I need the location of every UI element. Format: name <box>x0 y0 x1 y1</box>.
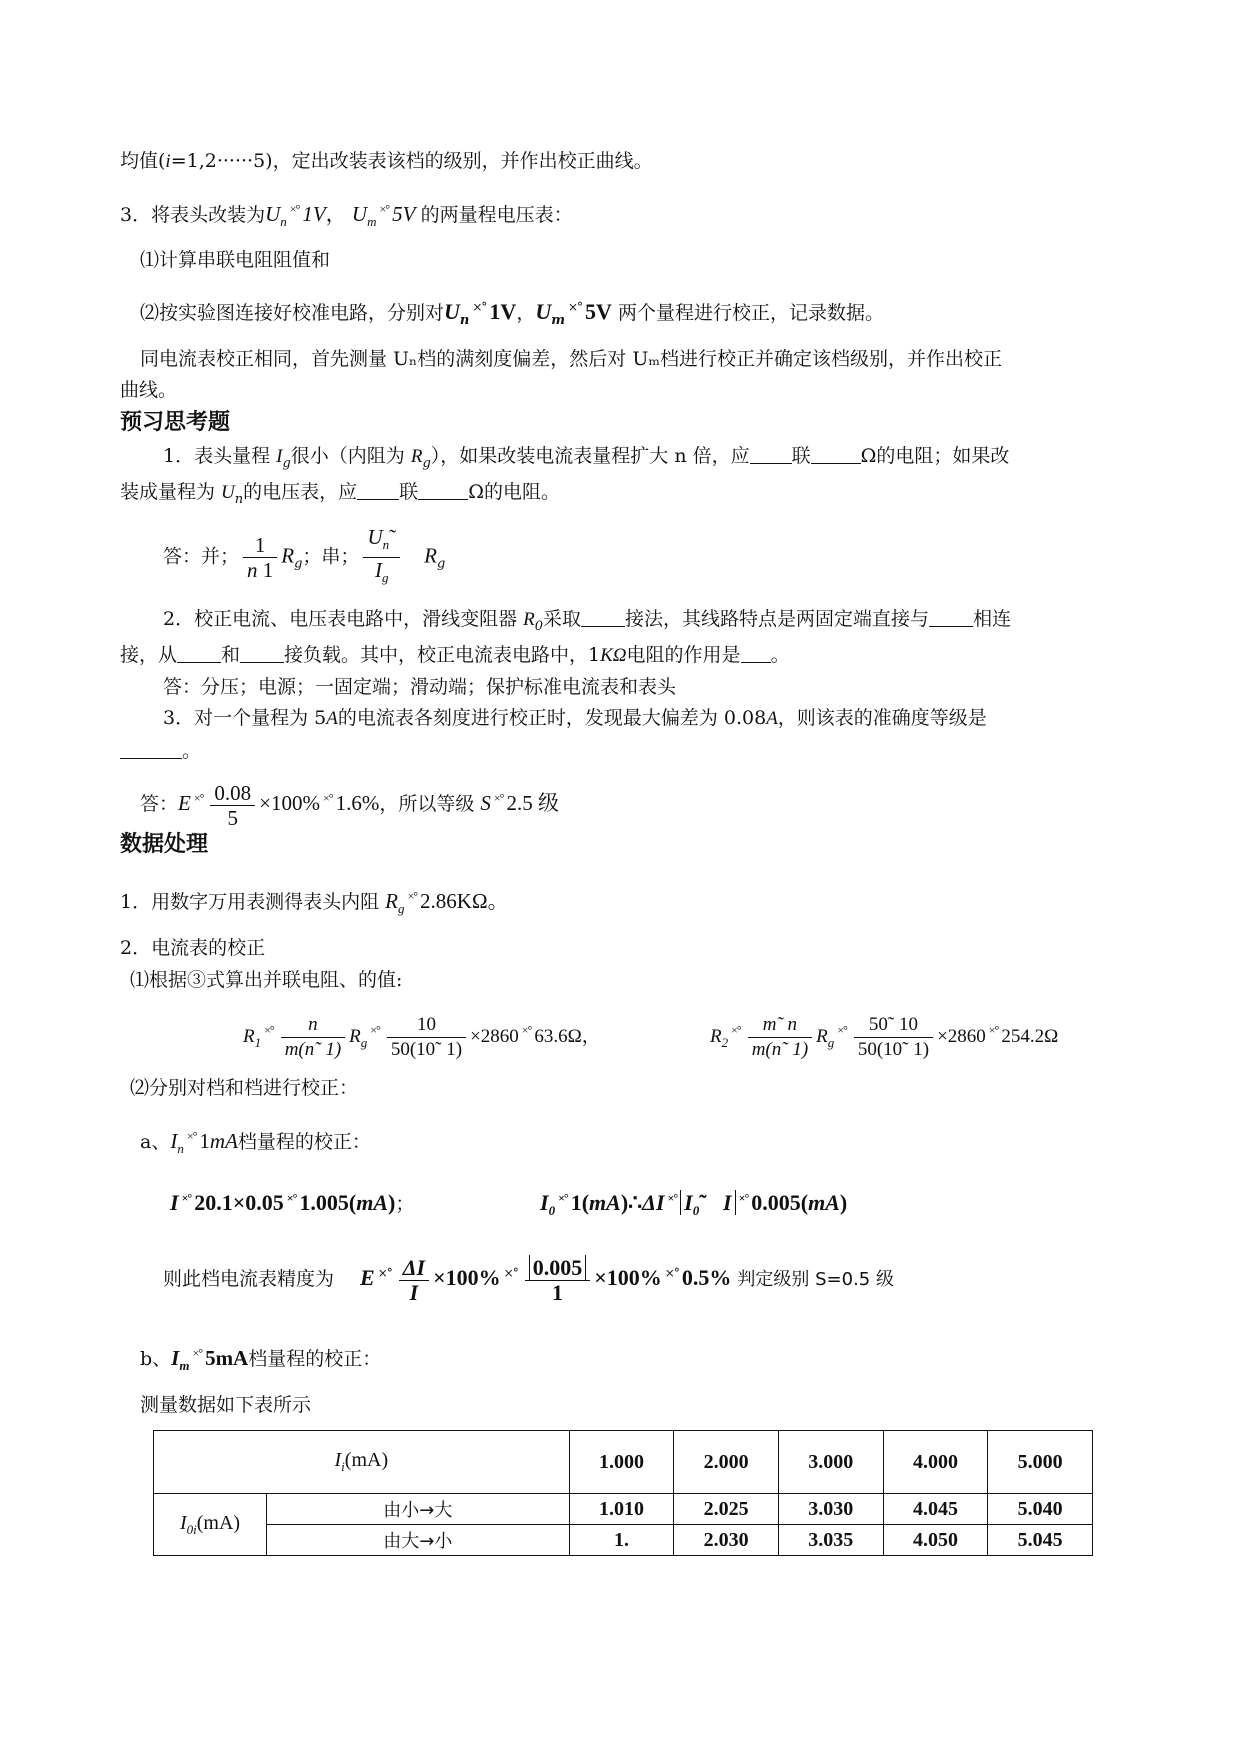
answer-line: 答：E ×° $\frac{0.08}{5}$ ×100% ×° 1.6%，所以等级 S ×° 2.5 级 <box>140 780 559 830</box>
header-value: 2.000 <box>674 1431 779 1494</box>
table-cell: 1. <box>569 1525 674 1556</box>
header-cell: $I_i(mA)$ <box>154 1431 570 1494</box>
header-value: 1.000 <box>569 1431 674 1494</box>
table-cell: 3.035 <box>778 1525 883 1556</box>
direction-cell: 由大→小 <box>267 1525 570 1556</box>
text-line: 曲线。 <box>120 379 178 401</box>
table-header-row <box>154 1431 1093 1494</box>
equation-line: I ×° 20.1×0.05 ×° 1.005(mA)； <box>170 1190 415 1215</box>
calibration-table <box>153 1430 1093 1556</box>
blank <box>741 644 771 663</box>
fraction: $\frac{0.08}{5}$ <box>210 781 255 830</box>
table-cell: 2.030 <box>674 1525 779 1556</box>
question-line: 1．表头量程 $I_g$很小（内阻为 $R_g$），如果改装电流表量程扩大 n 倍，应 联 Ω的电阻；如果改 <box>163 445 1010 471</box>
table-cell: 3.030 <box>778 1494 883 1525</box>
text-line: 2．电流表的校正 <box>120 937 266 959</box>
header-value: 5.000 <box>988 1431 1093 1494</box>
fraction: $\frac{1}{n 1}$ <box>243 533 277 582</box>
text-line: 测量数据如下表所示 <box>140 1394 312 1416</box>
table-cell: 4.050 <box>883 1525 988 1556</box>
fraction: $\frac{m˜ n}{m(n˜ 1)}$ <box>748 1013 812 1062</box>
blank <box>811 445 861 464</box>
table-row <box>154 1525 1093 1556</box>
text-line: ⑴计算串联电阻阻值和 <box>140 249 331 271</box>
blank <box>750 445 792 464</box>
question-line: 3．对一个量程为 5A的电流表各刻度进行校正时，发现最大偏差为 0.08A，则该表的准确度等级是 <box>163 707 987 729</box>
table-cell: 4.045 <box>883 1494 988 1525</box>
blank <box>929 608 973 627</box>
question-line: 2．校正电流、电压表电路中，滑线变阻器 $R_0$采取 接法，其线路特点是两固定端直接与 相连 <box>163 608 1012 634</box>
table-cell: 5.045 <box>988 1525 1093 1556</box>
blank <box>240 644 284 663</box>
fraction: $\frac{0.005}{1}$ <box>525 1256 591 1305</box>
text-line: ⑵分别对档和档进行校正： <box>130 1077 359 1099</box>
header-value: 4.000 <box>883 1431 988 1494</box>
equation-line: $I_0^{\times^\circ}$ 1(mA)∴ΔI ×° $I_0˜$ I ×° 0.005(mA) <box>540 1190 848 1218</box>
table-row <box>154 1494 1093 1525</box>
answer-line: 答：并； $\frac{1}{n 1}$ $R_g$；串； $\frac{U_n˜}{I_g}$ $R_g$ <box>163 525 445 595</box>
text-line: 均值(i=1,2······5)，定出改装表该档的级别，并作出校正曲线。 <box>120 150 653 172</box>
text-line: ⑵按实验图连接好校准电路，分别对$U_n^{\times^\circ}$ 1V，$U_m^{\times^\circ}$ 5V 两个量程进行校正，记录数据。 <box>140 299 884 328</box>
text-line: b、$I_m^{\times^\circ}$ 5mA档量程的校正： <box>140 1346 382 1373</box>
question-line: 装成量程为 $U_n$的电压表，应 联 Ω的电阻。 <box>120 481 560 507</box>
blank <box>120 740 182 759</box>
table-cell: 1.010 <box>569 1494 674 1525</box>
absolute-value: $I_0˜$ I <box>680 1190 735 1215</box>
row-label-cell: $I_{0i}(mA)$ <box>154 1494 267 1556</box>
section-heading: 预习思考题 <box>120 410 231 435</box>
fraction: $\frac{\Delta I}{I}$ <box>399 1256 429 1305</box>
fraction: $\frac{U_n˜}{I_g}$ <box>363 525 400 590</box>
header-value: 3.000 <box>778 1431 883 1494</box>
fraction: $\frac{10}{50(10˜ 1)}$ <box>387 1013 466 1062</box>
text-line: ⑴根据③式算出并联电阻、的值: <box>130 969 403 991</box>
blank <box>418 481 468 500</box>
question-line: 接，从 和 接负载。其中，校正电流表电路中，1KΩ电阻的作用是 。 <box>120 644 790 666</box>
formula-r1: $R_1^{\times^\circ}$ $\frac{n}{m(n˜ 1)}$ $R_g^{\times^\circ}$ $\frac{10}{50(10˜ 1)}$ ×2860 ×° 63.6Ω， <box>243 1014 601 1061</box>
blank <box>581 608 625 627</box>
text-line: 同电流表校正相同，首先测量 Uₙ档的满刻度偏差，然后对 Uₘ档进行校正并确定该档级别，并作出校正 <box>140 348 1002 370</box>
text-line: 3．将表头改装为$U_n^{\times^\circ}$ 1V， $U_m^{\times^\circ}$ 5V 的两量程电压表： <box>120 202 573 229</box>
text-line: 1．用数字万用表测得表头内阻 $R_g^{\times^\circ}$ 2.86KΩ。 <box>120 889 509 916</box>
question-line: 。 <box>120 738 201 764</box>
blank <box>177 644 221 663</box>
direction-cell: 由小→大 <box>267 1494 570 1525</box>
table-cell: 5.040 <box>988 1494 1093 1525</box>
equation-line: 则此档电流表精度为 E ×° $\frac{\Delta I}{I}$ ×100% ×° $\frac{0.005}{1}$ ×100% ×° 0.5% 判定级别 S=0.5 级 <box>163 1254 894 1305</box>
formula-r2: $R_2^{\times^\circ}$ $\frac{m˜ n}{m(n˜ 1)}$ $R_g^{\times^\circ}$ $\frac{50˜ 10}{50(10˜ 1)}$ ×2860 ×° 254.2Ω <box>710 1014 1059 1061</box>
fraction: $\frac{50˜ 10}{50(10˜ 1)}$ <box>854 1013 933 1062</box>
blank <box>357 481 399 500</box>
answer-line: 答：分压；电源；一固定端；滑动端；保护标准电流表和表头 <box>163 676 677 698</box>
table-cell: 2.025 <box>674 1494 779 1525</box>
section-heading: 数据处理 <box>120 832 209 857</box>
fraction: $\frac{n}{m(n˜ 1)}$ <box>281 1013 345 1062</box>
text-line: a、$I_n^{\times^\circ}$ 1mA档量程的校正： <box>140 1129 371 1156</box>
